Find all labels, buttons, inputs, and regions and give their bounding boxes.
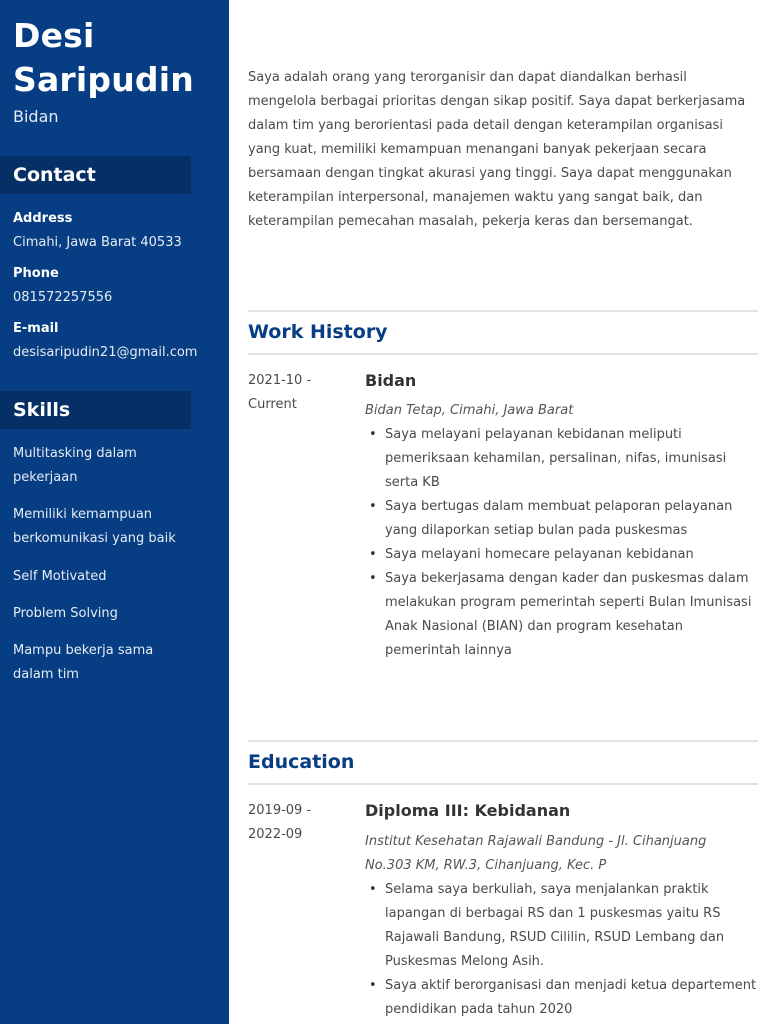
divider	[248, 310, 758, 312]
main-content	[229, 0, 768, 1024]
sidebar	[0, 0, 229, 1024]
work-employer: Bidan Tetap, Cimahi, Jawa Barat	[365, 403, 574, 418]
phone-value: 081572257556	[13, 290, 113, 305]
skill-item: Memiliki kemampuan berkomunikasi yang baik	[13, 507, 176, 546]
list-item: • Saya melayani homecare pelayanan kebidanan	[365, 543, 760, 567]
person-name	[13, 14, 194, 102]
work-bullets	[365, 423, 760, 663]
skill-item: Self Motivated	[13, 569, 107, 584]
last-name: Saripudin	[13, 60, 194, 99]
address-label: Address	[13, 211, 73, 226]
list-item: • Saya aktif berorganisasi dan menjadi ketua departement pendidikan pada tahun 2020	[365, 974, 760, 1022]
divider	[248, 783, 758, 785]
email-label: E-mail	[13, 321, 59, 336]
divider	[248, 353, 758, 355]
email-value: desisaripudin21@gmail.com	[13, 345, 198, 360]
profile-summary: Saya adalah orang yang terorganisir dan dapat diandalkan berhasil mengelola berbagai prioritas dengan sikap positif. Saya dapat berkerjasama dalam tim yang berorientasi pada detail dengan keterampilan organisasi yang kuat, memiliki kemampuan menangani banyak pekerjaan secara bersamaan dengan tingkat akurasi yang tinggi. Saya dapat menggunakan keterampilan interpersonal, manajemen waktu yang sangat baik, dan keterampilan pemecahan masalah, pekerja keras dan bersemangat.	[248, 70, 746, 229]
education-heading: Education	[248, 751, 355, 773]
divider	[248, 740, 758, 742]
skill-item: Multitasking dalam pekerjaan	[13, 446, 137, 485]
work-date: 2021-10 - Current	[248, 373, 312, 412]
list-item: • Selama saya berkuliah, saya menjalankan praktik lapangan di berbagai RS dan 1 puskesmas yaitu RS Rajawali Bandung, RSUD Cililin, RSUD Lembang dan Puskesmas Melong Asih.	[365, 878, 760, 974]
first-name: Desi	[13, 16, 95, 55]
address-value: Cimahi, Jawa Barat 40533	[13, 235, 182, 250]
work-title: Bidan	[365, 371, 417, 390]
list-item: • Saya bekerjasama dengan kader dan puskesmas dalam melakukan program pemerintah seperti Bulan Imunisasi Anak Nasional (BIAN) dan program kesehatan pemerintah lainnya	[365, 567, 760, 663]
education-date: 2019-09 - 2022-09	[248, 803, 312, 842]
education-title: Diploma III: Kebidanan	[365, 801, 571, 820]
job-title-header: Bidan	[13, 107, 59, 126]
list-item: • Saya melayani pelayanan kebidanan meliputi pemeriksaan kehamilan, persalinan, nifas, imunisasi serta KB	[365, 423, 760, 495]
skill-item: Mampu bekerja sama dalam tim	[13, 643, 154, 682]
phone-label: Phone	[13, 266, 59, 281]
skills-heading: Skills	[0, 391, 191, 429]
list-item: • Saya bertugas dalam membuat pelaporan pelayanan yang dilaporkan setiap bulan pada puskesmas	[365, 495, 760, 543]
skill-item: Problem Solving	[13, 606, 118, 621]
contact-heading: Contact	[0, 156, 191, 194]
work-history-heading: Work History	[248, 321, 388, 343]
education-institution: Institut Kesehatan Rajawali Bandung - Jl. Cihanjuang No.303 KM, RW.3, Cihanjuang, Kec. P	[365, 834, 707, 873]
education-bullets	[365, 878, 760, 1022]
